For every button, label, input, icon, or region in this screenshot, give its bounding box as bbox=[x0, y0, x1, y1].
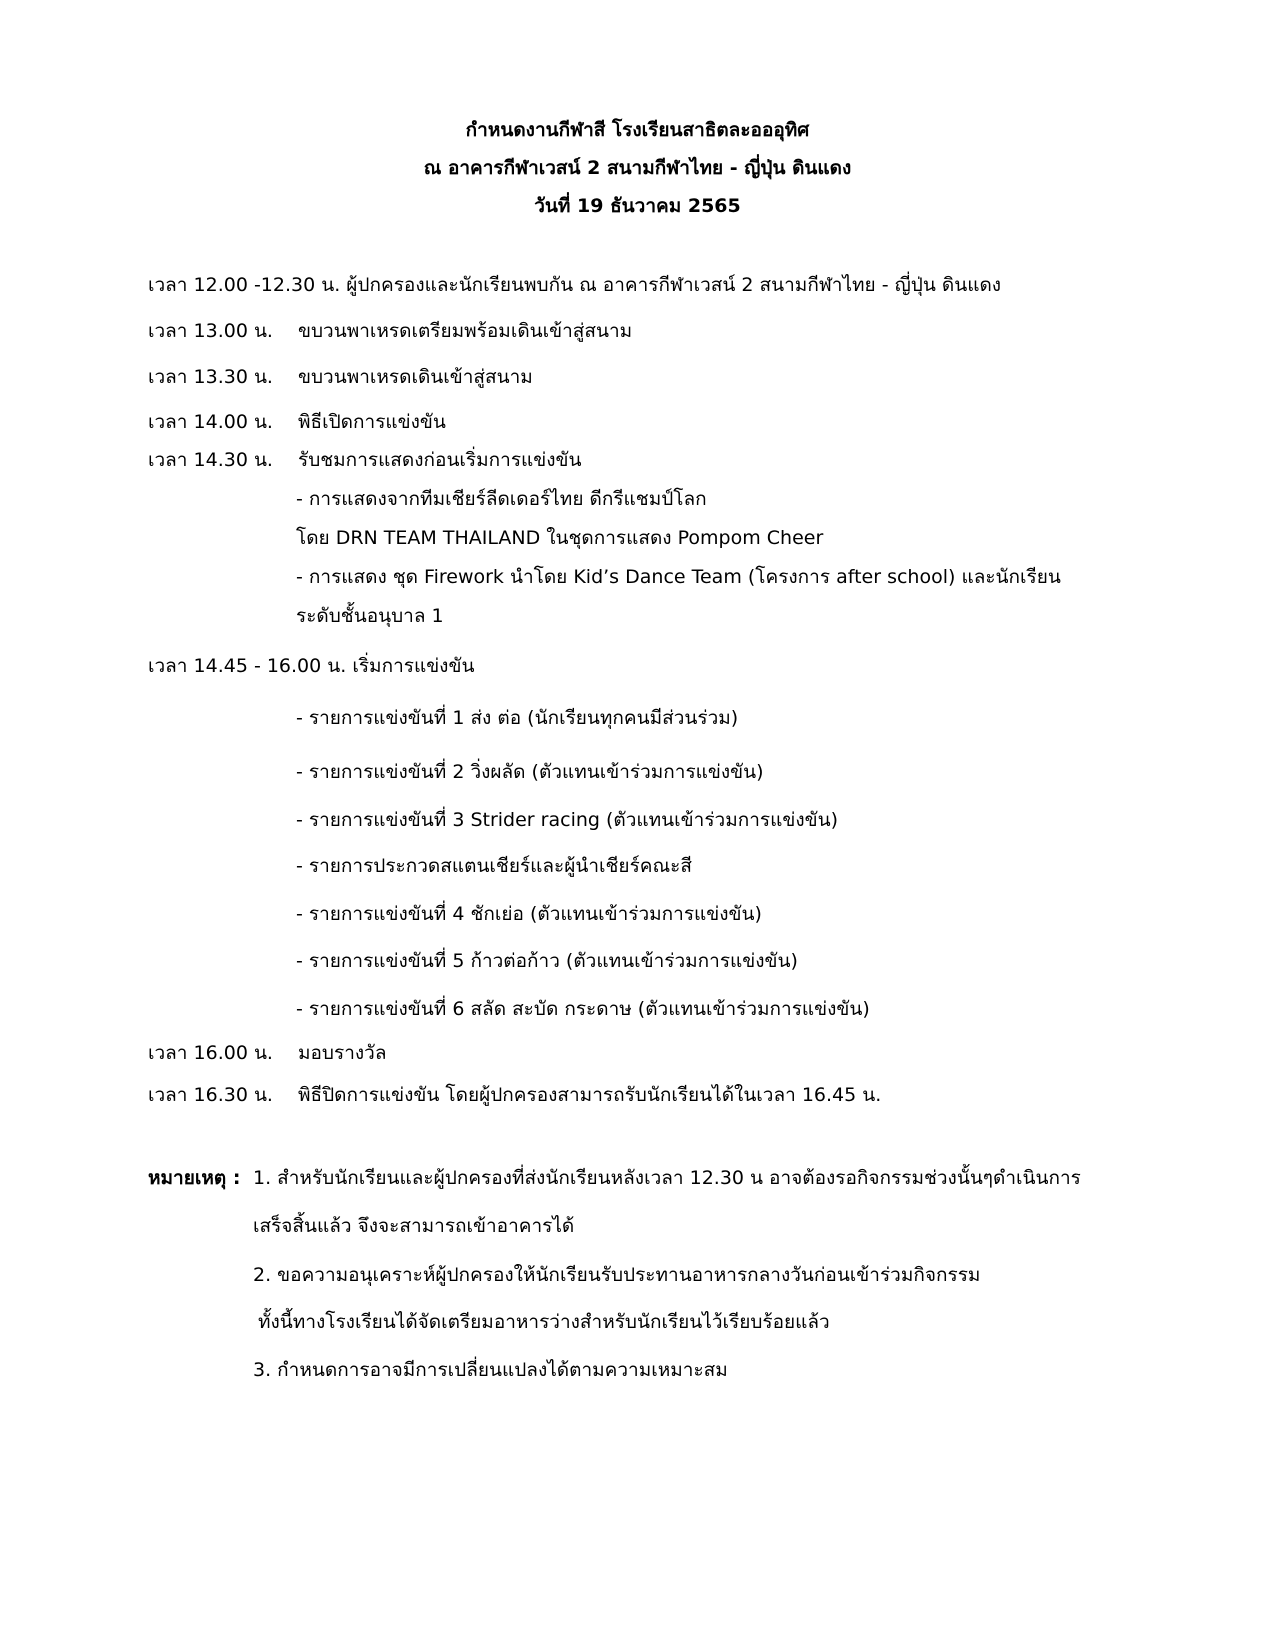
schedule-activity-8: พิธีปิดการแข่งขัน โดยผู้ปกครองสามารถรับนักเรียนได้ในเวลา 16.45 น. bbox=[298, 1084, 882, 1106]
title-line-2: ณ อาคารกีฬาเวสน์ 2 สนามกีฬาไทย - ญี่ปุ่น ดินแดง bbox=[423, 157, 852, 179]
schedule-row-6: เวลา 14.45 - 16.00 น. เริ่มการแข่งขัน bbox=[148, 655, 475, 677]
performance-item-1: - การแสดงจากทีมเชียร์ลีดเดอร์ไทย ดีกรีแชมป์โลก bbox=[296, 488, 707, 510]
event-item: - รายการแข่งขันที่ 3 Strider racing (ตัวแทนเข้าร่วมการแข่งขัน) bbox=[296, 809, 838, 831]
note-2-continued: ทั้งนี้ทางโรงเรียนได้จัดเตรียมอาหารว่างสำหรับนักเรียนไว้เรียบร้อยแล้ว bbox=[258, 1311, 830, 1333]
notes-label: หมายเหตุ : bbox=[148, 1167, 241, 1189]
schedule-time-4: เวลา 14.00 น. bbox=[148, 411, 273, 433]
schedule-time-7: เวลา 16.00 น. bbox=[148, 1042, 273, 1064]
note-2: 2. ขอความอนุเคราะห์ผู้ปกครองให้นักเรียนรับประทานอาหารกลางวันก่อนเข้าร่วมกิจกรรม bbox=[253, 1264, 981, 1286]
schedule-activity-7: มอบรางวัล bbox=[298, 1042, 387, 1064]
note-1: 1. สำหรับนักเรียนและผู้ปกครองที่ส่งนักเรียนหลังเวลา 12.30 น อาจต้องรอกิจกรรมช่วงนั้นๆดำเนินการ bbox=[253, 1167, 1081, 1189]
schedule-time-3: เวลา 13.30 น. bbox=[148, 366, 273, 388]
schedule-row-1: เวลา 12.00 -12.30 น. ผู้ปกครองและนักเรียนพบกัน ณ อาคารกีฬาเวสน์ 2 สนามกีฬาไทย - ญี่ปุ่น ดินแดง bbox=[148, 274, 1002, 296]
performance-item-1-detail: โดย DRN TEAM THAILAND ในชุดการแสดง Pompom Cheer bbox=[296, 527, 824, 549]
schedule-activity-4: พิธีเปิดการแข่งขัน bbox=[298, 411, 446, 433]
event-item: - รายการแข่งขันที่ 1 ส่ง ต่อ (นักเรียนทุกคนมีส่วนร่วม) bbox=[296, 707, 739, 729]
performance-item-2-detail: ระดับชั้นอนุบาล 1 bbox=[296, 605, 444, 627]
schedule-activity-2: ขบวนพาเหรดเตรียมพร้อมเดินเข้าสู่สนาม bbox=[298, 320, 633, 342]
event-item: - รายการประกวดสแตนเชียร์และผู้นำเชียร์คณะสี bbox=[296, 855, 692, 877]
title-date: วันที่ 19 ธันวาคม 2565 bbox=[534, 195, 741, 217]
note-1-continued: เสร็จสิ้นแล้ว จึงจะสามารถเข้าอาคารได้ bbox=[253, 1215, 575, 1237]
event-item: - รายการแข่งขันที่ 4 ชักเย่อ (ตัวแทนเข้าร่วมการแข่งขัน) bbox=[296, 903, 762, 925]
schedule-time-8: เวลา 16.30 น. bbox=[148, 1084, 273, 1106]
title-line-1: กำหนดงานกีฬาสี โรงเรียนสาธิตละอออุทิศ bbox=[465, 119, 810, 141]
event-item: - รายการแข่งขันที่ 6 สลัด สะบัด กระดาษ (ตัวแทนเข้าร่วมการแข่งขัน) bbox=[296, 998, 870, 1020]
schedule-activity-5: รับชมการแสดงก่อนเริ่มการแข่งขัน bbox=[298, 449, 582, 471]
performance-item-2: - การแสดง ชุด Firework นำโดย Kid’s Dance Team (โครงการ after school) และนักเรียน bbox=[296, 566, 1061, 588]
note-3: 3. กำหนดการอาจมีการเปลี่ยนแปลงได้ตามความเหมาะสม bbox=[253, 1359, 728, 1381]
schedule-activity-3: ขบวนพาเหรดเดินเข้าสู่สนาม bbox=[298, 366, 533, 388]
event-item: - รายการแข่งขันที่ 5 ก้าวต่อก้าว (ตัวแทนเข้าร่วมการแข่งขัน) bbox=[296, 950, 798, 972]
event-item: - รายการแข่งขันที่ 2 วิ่งผลัด (ตัวแทนเข้าร่วมการแข่งขัน) bbox=[296, 761, 764, 783]
schedule-time-5: เวลา 14.30 น. bbox=[148, 449, 273, 471]
schedule-time-2: เวลา 13.00 น. bbox=[148, 320, 273, 342]
